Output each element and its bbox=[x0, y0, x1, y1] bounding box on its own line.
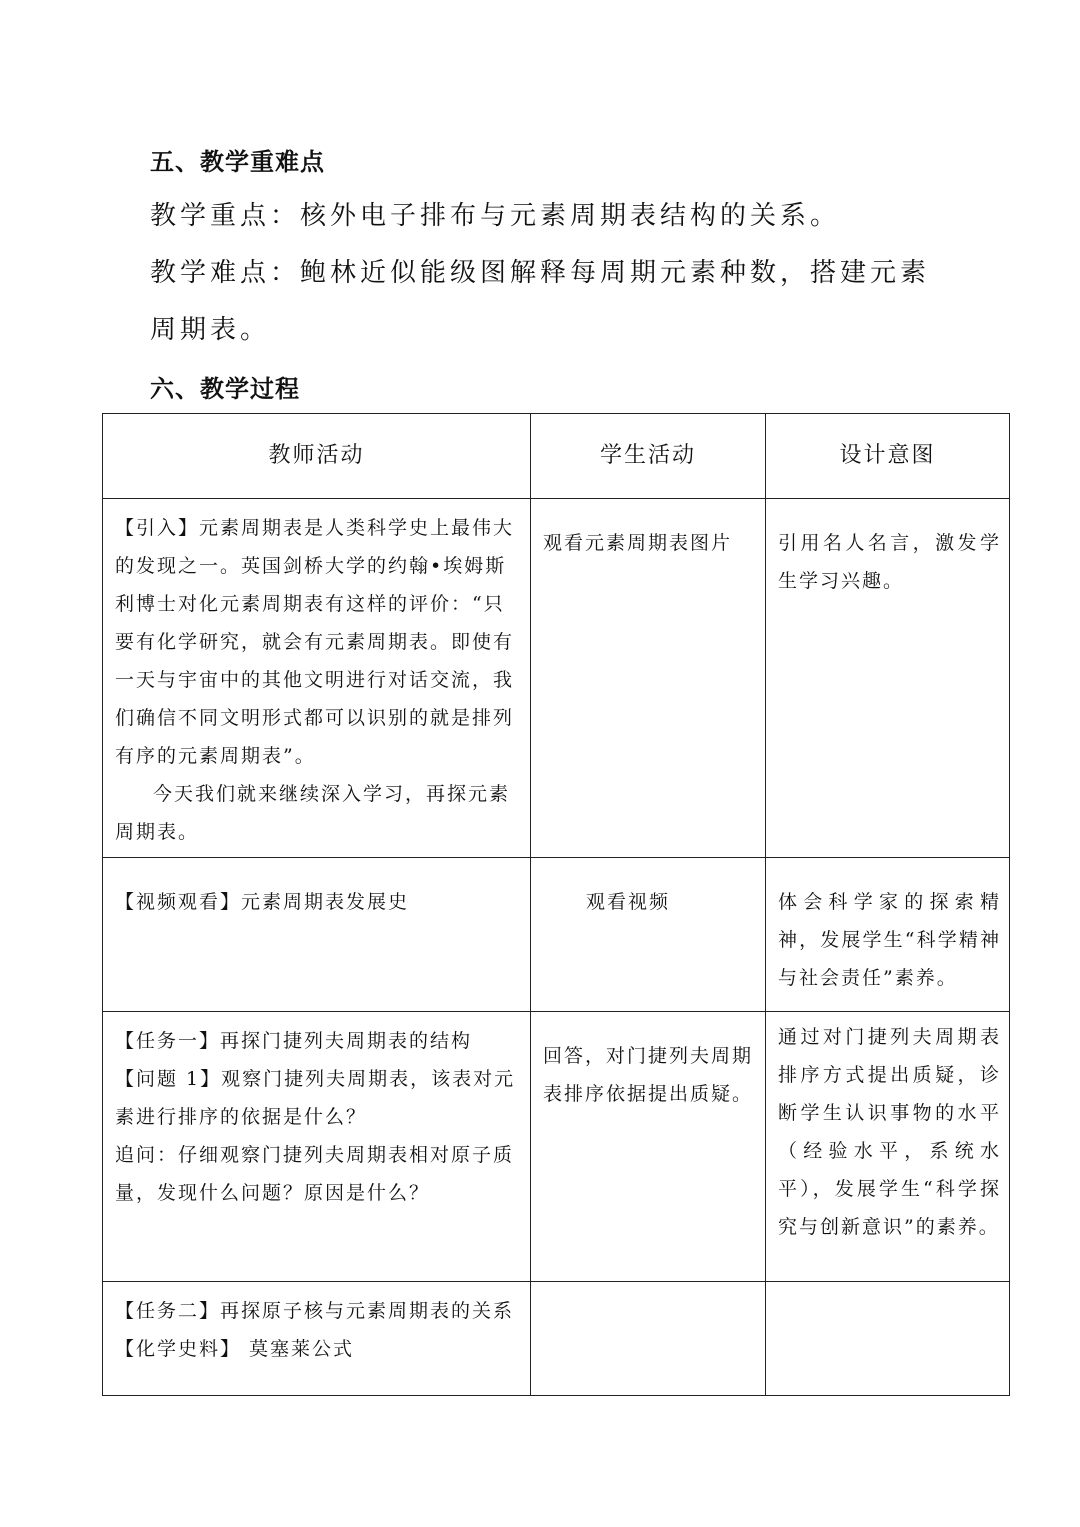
header-student: 学生活动 bbox=[531, 414, 766, 499]
section6-heading: 六、教学过程 bbox=[150, 375, 300, 403]
design-intent-cell: 引用名人名言，激发学生学习兴趣。 bbox=[766, 499, 1010, 858]
teaching-process-table bbox=[102, 413, 1010, 1396]
table-header-row bbox=[103, 414, 1010, 499]
teacher-text: 今天我们就来继续深入学习，再探元素周期表。 bbox=[115, 783, 511, 843]
teacher-activity-cell bbox=[103, 499, 531, 858]
table-row bbox=[103, 858, 1010, 1012]
teacher-text: 【任务二】再探原子核与元素周期表的关系 bbox=[115, 1300, 515, 1322]
teacher-text: 【引入】元素周期表是人类科学史上最伟大的发现之一。英国剑桥大学的约翰•埃姆斯利博士对化元素周期表有这样的评价：“只要有化学研究，就会有元素周期表。即使有一天与宇宙中的其他文明进行对话交流，我们确信不同文明形式都可以识别的就是排列有序的元素周期表”。 bbox=[115, 517, 515, 767]
teacher-activity-cell bbox=[103, 1012, 531, 1282]
student-activity-cell: 观看元素周期表图片 bbox=[531, 499, 766, 858]
student-activity-cell bbox=[531, 1282, 766, 1396]
teacher-text: 【问题 1】观察门捷列夫周期表，该表对元素进行排序的依据是什么？ bbox=[115, 1068, 516, 1128]
teacher-text: 【化学史料】 莫塞莱公式 bbox=[115, 1338, 355, 1360]
teaching-points bbox=[150, 188, 950, 359]
design-intent-cell bbox=[766, 1282, 1010, 1396]
difficult-point: 教学难点：鲍林近似能级图解释每周期元素种数，搭建元素周期表。 bbox=[150, 258, 931, 345]
teacher-text: 【任务一】再探门捷列夫周期表的结构 bbox=[115, 1030, 473, 1052]
table-row bbox=[103, 1012, 1010, 1282]
teacher-text: 追问：仔细观察门捷列夫周期表相对原子质量，发现什么问题？原因是什么？ bbox=[115, 1144, 515, 1204]
header-intent: 设计意图 bbox=[766, 414, 1010, 499]
key-point: 教学重点：核外电子排布与元素周期表结构的关系。 bbox=[150, 201, 841, 231]
design-intent-cell: 体会科学家的探索精神，发展学生“科学精神与社会责任”素养。 bbox=[766, 858, 1010, 1012]
section5-heading: 五、教学重难点 bbox=[150, 148, 325, 176]
student-activity-cell: 回答，对门捷列夫周期表排序依据提出质疑。 bbox=[531, 1012, 766, 1282]
teacher-activity-cell bbox=[103, 1282, 531, 1396]
table-row bbox=[103, 499, 1010, 858]
teacher-text: 【视频观看】元素周期表发展史 bbox=[115, 891, 410, 913]
header-teacher: 教师活动 bbox=[103, 414, 531, 499]
table-row bbox=[103, 1282, 1010, 1396]
teacher-activity-cell bbox=[103, 858, 531, 1012]
student-activity-cell: 观看视频 bbox=[531, 858, 766, 1012]
design-intent-cell: 通过对门捷列夫周期表排序方式提出质疑，诊断学生认识事物的水平（经验水平，系统水平），发展学生“科学探究与创新意识”的素养。 bbox=[766, 1012, 1010, 1282]
